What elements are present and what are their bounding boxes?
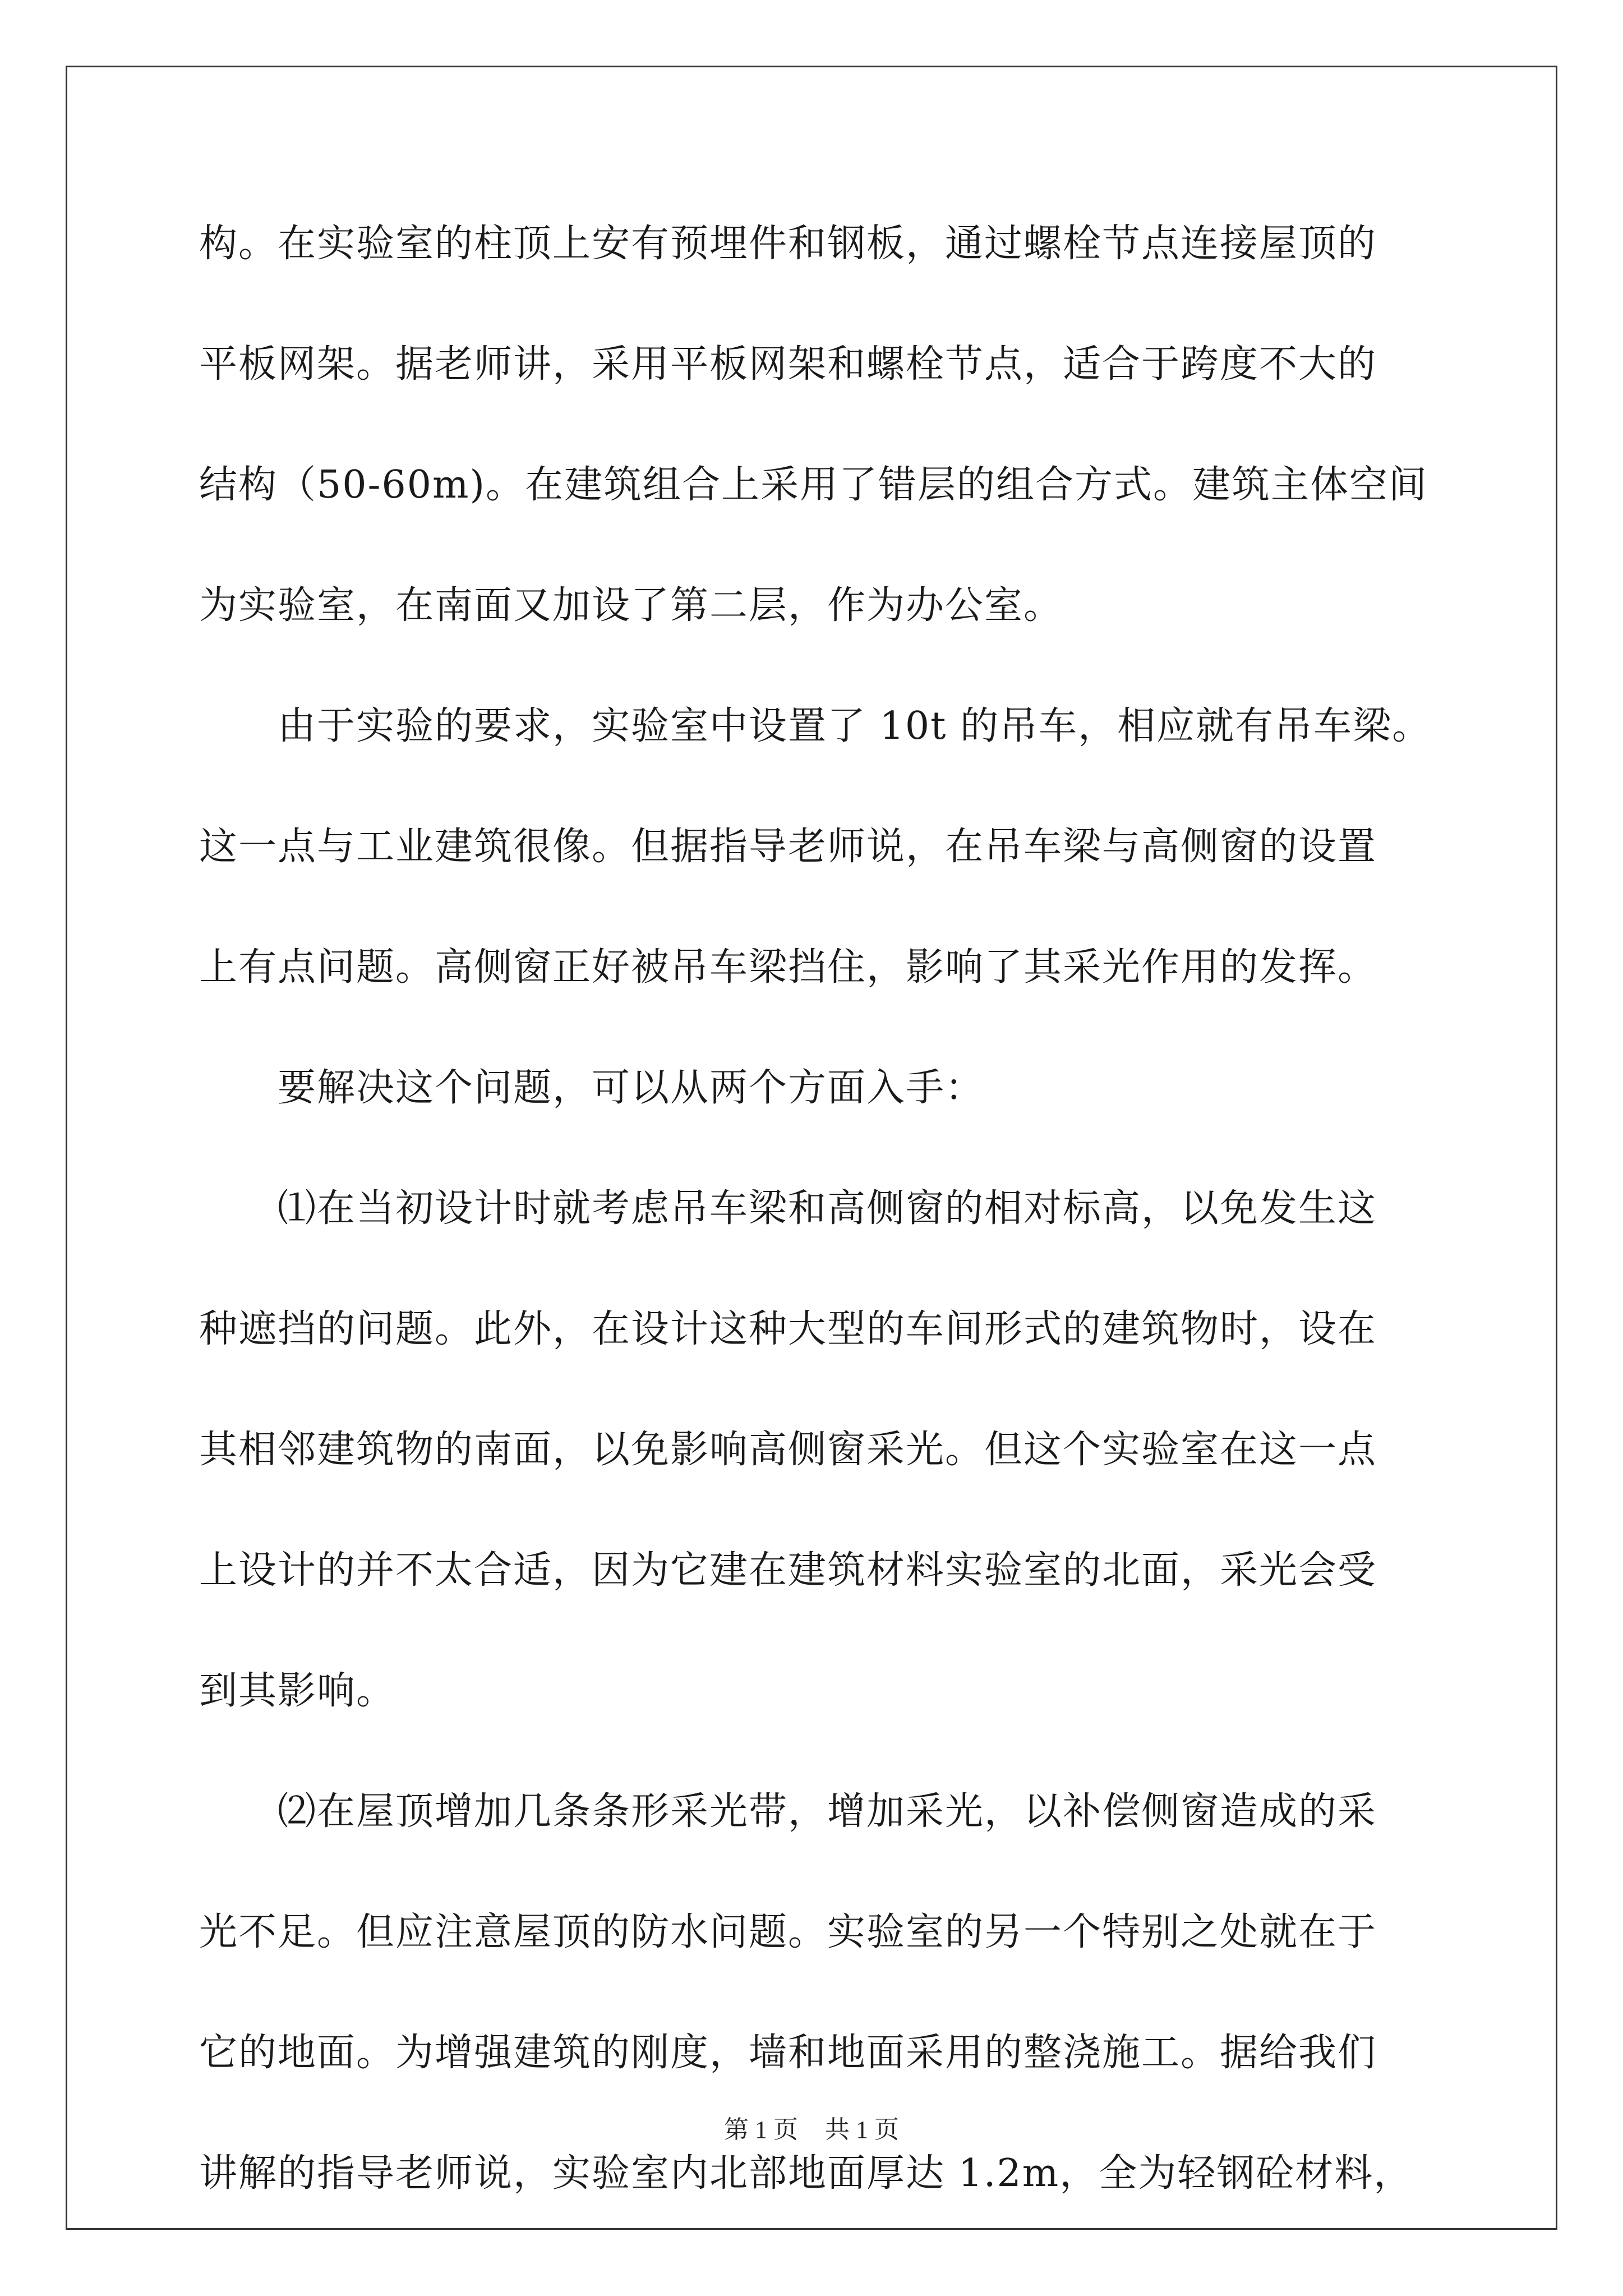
- text-line: 讲解的指导老师说，实验室内北部地面厚达 1.2m，全为轻钢砼材料，: [199, 2151, 1413, 2196]
- text-line: 上有点问题。高侧窗正好被吊车梁挡住，影响了其采光作用的发挥。: [199, 945, 1377, 990]
- text-line: 平板网架。据老师讲，采用平板网架和螺栓节点，适合于跨度不大的: [199, 342, 1377, 386]
- page-footer: [0, 2109, 1623, 2145]
- text-line: 为实验室，在南面又加设了第二层，作为办公室。: [199, 583, 1063, 628]
- page-number: 第 1 页: [724, 2116, 798, 2143]
- text-line: 种遮挡的问题。此外，在设计这种大型的车间形式的建筑物时，设在: [199, 1307, 1377, 1351]
- text-line: 结构（50-60m)。在建筑组合上采用了错层的组合方式。建筑主体空间: [199, 463, 1428, 507]
- text-line: 其相邻建筑物的南面，以免影响高侧窗采光。但这个实验室在这一点: [199, 1428, 1377, 1472]
- text-line: 由于实验的要求，实验室中设置了 10t 的吊车，相应就有吊车梁。: [278, 704, 1432, 748]
- text-line: 这一点与工业建筑很像。但据指导老师说，在吊车梁与高侧窗的设置: [199, 825, 1377, 869]
- page-total: 共 1 页: [825, 2116, 899, 2143]
- text-line: 上设计的并不太合适，因为它建在建筑材料实验室的北面，采光会受: [199, 1548, 1377, 1593]
- text-line: 要解决这个问题，可以从两个方面入手：: [278, 1066, 985, 1110]
- text-line: 光不足。但应注意屋顶的防水问题。实验室的另一个特别之处就在于: [199, 1910, 1377, 1954]
- text-line: 到其影响。: [199, 1669, 396, 1713]
- document-body: [199, 208, 1433, 2258]
- text-line: 构。在实验室的柱顶上安有预埋件和钢板，通过螺栓节点连接屋顶的: [199, 222, 1377, 266]
- text-line: 它的地面。为增强建筑的刚度，墙和地面采用的整浇施工。据给我们: [199, 2031, 1377, 2075]
- text-line: ⑵在屋顶增加几条条形采光带，增加采光，以补偿侧窗造成的采: [278, 1789, 1377, 1834]
- text-line: ⑴在当初设计时就考虑吊车梁和高侧窗的相对标高，以免发生这: [278, 1186, 1377, 1231]
